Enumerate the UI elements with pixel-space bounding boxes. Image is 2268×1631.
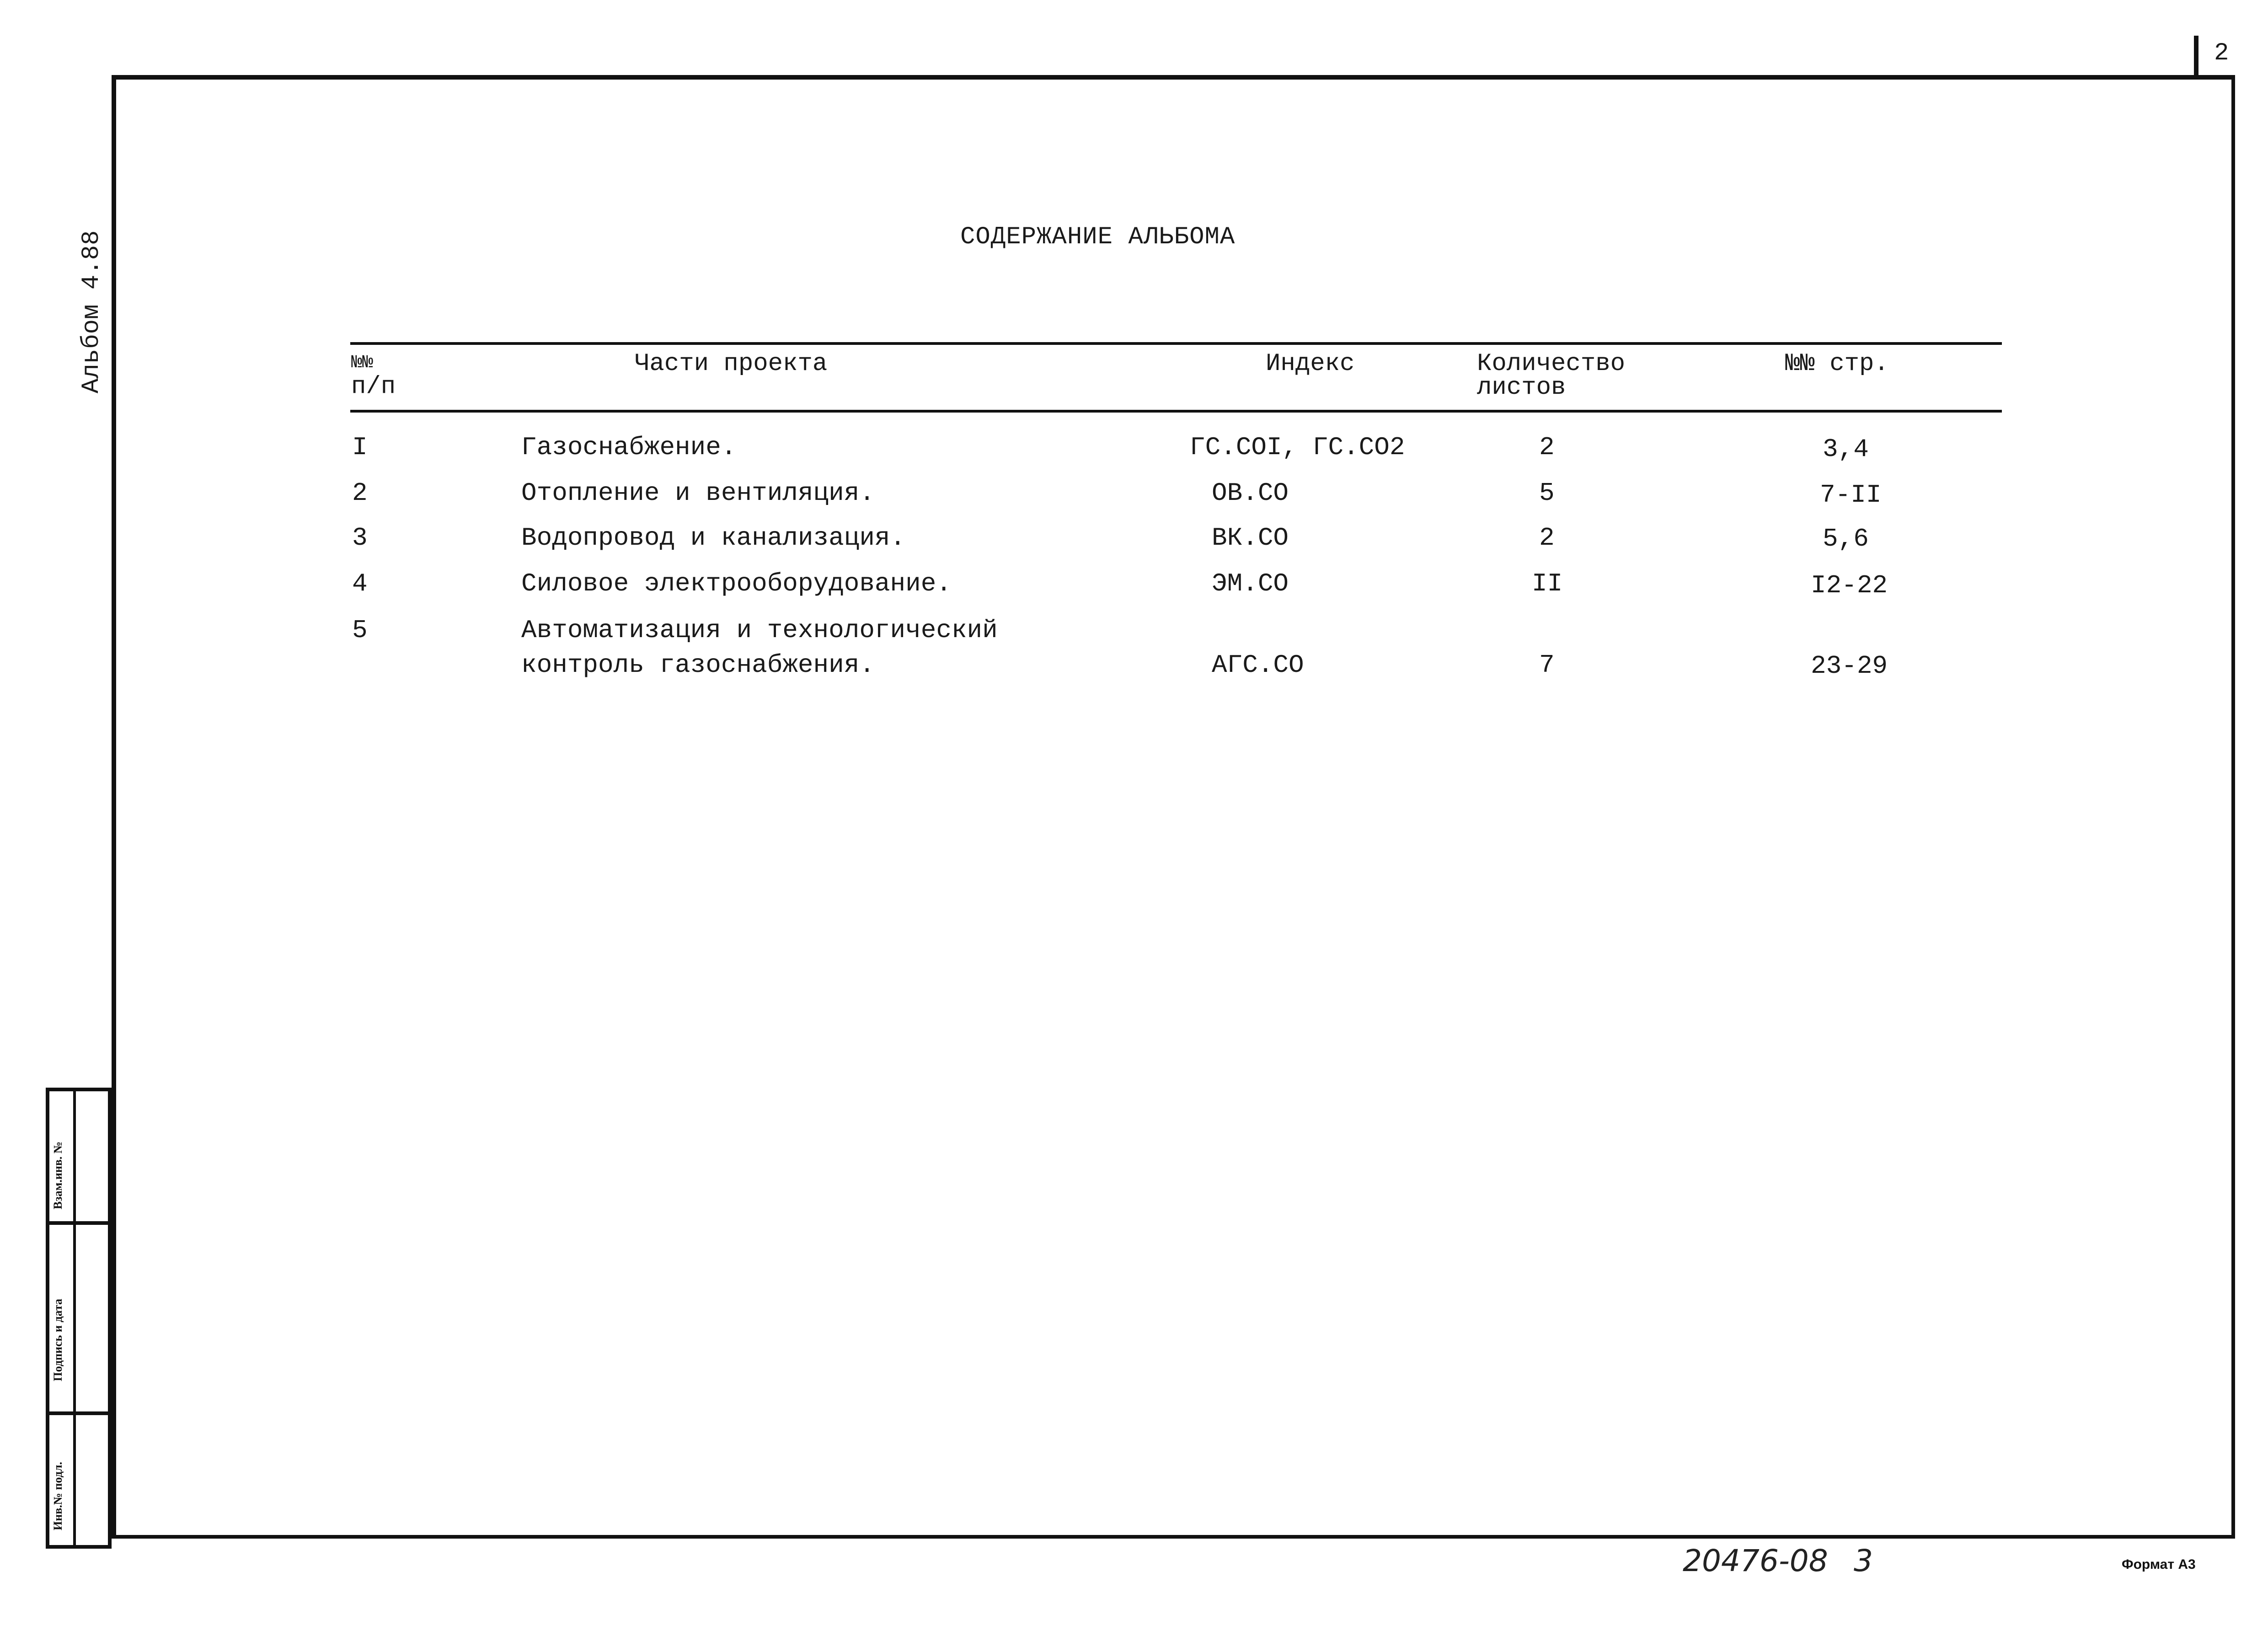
table-header-rule — [350, 410, 2002, 413]
stamp-signature-date: Подпись и дата — [51, 1298, 64, 1381]
row-1-count: 2 — [1539, 433, 1555, 462]
stamp-original-inv: Инв.№ подл. — [51, 1462, 64, 1530]
row-3-index: ВК.СО — [1212, 523, 1289, 553]
document-page: 3 — [1854, 1543, 1873, 1578]
stamp-divider-2 — [49, 1411, 108, 1415]
row-4-num: 4 — [352, 569, 368, 598]
table-top-rule — [350, 342, 2002, 345]
row-1-pages: 3,4 — [1823, 435, 1869, 464]
sheet-number-divider — [2194, 36, 2198, 78]
row-1-num: I — [352, 433, 368, 462]
row-3-count: 2 — [1539, 523, 1555, 553]
row-4-part: Силовое электрооборудование. — [521, 569, 952, 598]
row-4-pages: I2-22 — [1811, 571, 1888, 600]
row-2-index: ОВ.СО — [1212, 478, 1289, 508]
page-title: СОДЕРЖАНИЕ АЛЬБОМА — [960, 223, 1236, 251]
row-1-part: Газоснабжение. — [521, 433, 737, 462]
row-2-pages: 7-II — [1820, 480, 1882, 510]
header-num-line1: №№ — [351, 353, 374, 373]
header-num-line2: п/п — [351, 373, 396, 401]
album-label: Альбом 4.88 — [78, 230, 106, 393]
header-pages: №№ стр. — [1785, 350, 1889, 378]
row-2-count: 5 — [1539, 478, 1555, 508]
drawing-frame — [112, 75, 2235, 1539]
row-5-index: АГС.СО — [1212, 650, 1304, 680]
row-5-num: 5 — [352, 616, 368, 645]
row-5-part-line2: контроль газоснабжения. — [521, 650, 875, 680]
row-3-pages: 5,6 — [1823, 524, 1869, 553]
row-3-part: Водопровод и канализация. — [521, 523, 906, 553]
document-number: 20476-08 — [1683, 1543, 1828, 1578]
row-2-num: 2 — [352, 478, 368, 508]
row-3-num: 3 — [352, 523, 368, 553]
header-count-line1: Количество — [1477, 350, 1626, 378]
row-5-count: 7 — [1539, 650, 1555, 680]
row-1-index: ГС.СОI, ГС.СО2 — [1190, 433, 1405, 462]
row-4-count: II — [1532, 569, 1563, 598]
stamp-exchange-inv: Взам.инв. № — [51, 1141, 64, 1209]
row-5-part: Автоматизация и технологический — [521, 616, 998, 645]
paper-format: Формат А3 — [2122, 1557, 2196, 1572]
header-count-line2: листов — [1477, 374, 1566, 402]
row-2-part: Отопление и вентиляция. — [521, 478, 875, 508]
header-parts: Части проекта — [635, 350, 828, 378]
row-5-pages: 23-29 — [1811, 651, 1888, 681]
stamp-divider-1 — [49, 1221, 108, 1225]
sheet-number: 2 — [2214, 39, 2229, 67]
row-4-index: ЭМ.СО — [1212, 569, 1289, 598]
stamp-vertical-divider — [73, 1091, 76, 1545]
header-index: Индекс — [1266, 350, 1355, 378]
